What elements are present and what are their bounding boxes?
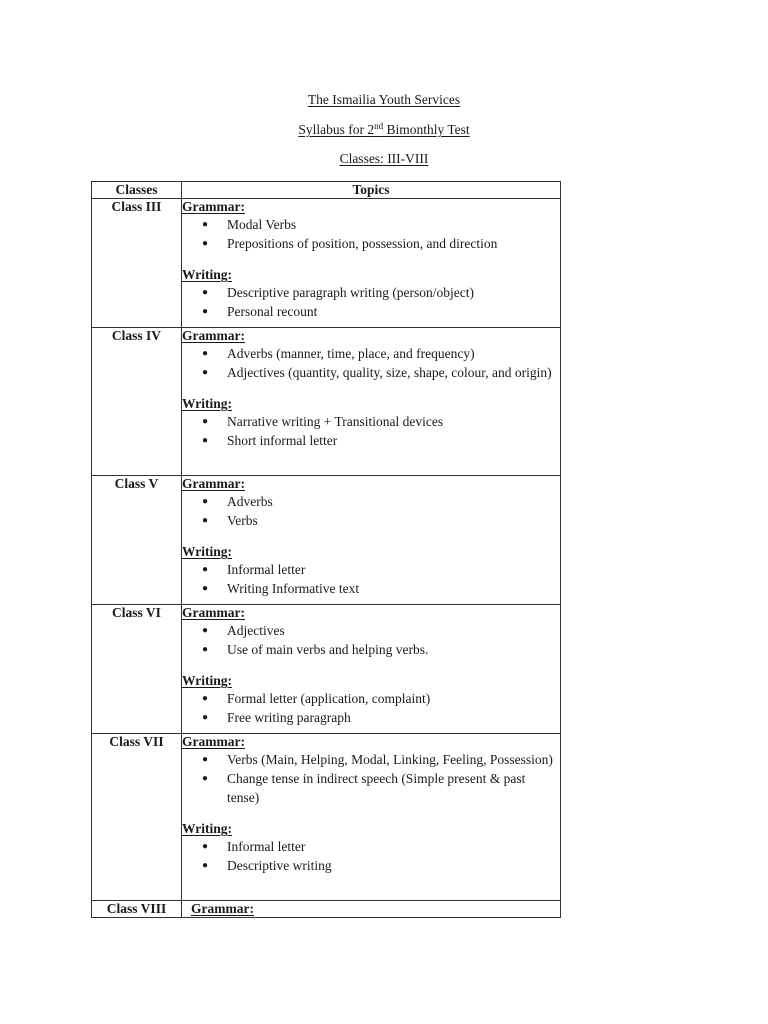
grammar-label: Grammar: [182, 734, 245, 749]
bullet-icon: ● [202, 564, 209, 575]
topics-cell [182, 476, 561, 605]
bullet-icon: ● [202, 306, 209, 317]
list-item-text: Formal letter (application, complaint) [227, 691, 431, 706]
list-item-text: Verbs [227, 513, 258, 528]
topics-cell [182, 901, 561, 918]
bullet-icon: ● [202, 712, 209, 723]
table-row [92, 901, 561, 918]
list-item-text: Personal recount [227, 304, 318, 319]
list-item-text: Change tense in indirect speech (Simple present & past tense) [227, 771, 526, 805]
bullet-icon: ● [202, 367, 209, 378]
writing-list [182, 283, 560, 321]
grammar-label: Grammar: [182, 328, 245, 343]
list-item-text: Narrative writing + Transitional devices [227, 414, 444, 429]
list-item-text: Adjectives [227, 623, 285, 638]
list-item [182, 234, 560, 253]
list-item [182, 837, 560, 856]
topics-cell [182, 328, 561, 476]
bullet-icon: ● [202, 693, 209, 704]
list-item [182, 750, 560, 769]
list-item [182, 560, 560, 579]
bullet-icon: ● [202, 773, 209, 784]
writing-label: Writing: [182, 396, 232, 411]
list-item [182, 708, 560, 727]
list-item-text: Modal Verbs [227, 217, 297, 232]
bullet-icon: ● [202, 496, 209, 507]
syllabus-heading [0, 122, 768, 138]
list-item [182, 412, 560, 431]
bullet-icon: ● [202, 416, 209, 427]
list-item-text: Adjectives (quantity, quality, size, shape, colour, and origin) [227, 365, 552, 380]
grammar-list [182, 492, 560, 530]
list-item-text: Descriptive writing [227, 858, 332, 873]
list-item-text: Use of main verbs and helping verbs. [227, 642, 429, 657]
writing-list [182, 412, 560, 450]
topics-cell [182, 199, 561, 328]
list-item-text: Writing Informative text [227, 581, 360, 596]
writing-label: Writing: [182, 544, 232, 559]
bullet-icon: ● [202, 754, 209, 765]
bullet-icon: ● [202, 644, 209, 655]
list-item [182, 689, 560, 708]
table-row [92, 734, 561, 901]
list-item [182, 215, 560, 234]
list-item-text: Informal letter [227, 839, 306, 854]
grammar-label: Grammar: [182, 476, 245, 491]
document-title: The Ismailia Youth Services [307, 92, 461, 107]
list-item [182, 431, 560, 450]
list-item [182, 856, 560, 875]
column-header-topics: Topics [182, 182, 561, 199]
list-item [182, 492, 560, 511]
list-item [182, 640, 560, 659]
bullet-icon: ● [202, 435, 209, 446]
bullet-icon: ● [202, 219, 209, 230]
table-row [92, 476, 561, 605]
grammar-list [182, 344, 560, 382]
class-name: Class VI [92, 605, 182, 734]
list-item-text: Adverbs (manner, time, place, and frequency) [227, 346, 475, 361]
writing-label: Writing: [182, 821, 232, 836]
grammar-list [182, 750, 560, 807]
list-item-text: Informal letter [227, 562, 306, 577]
list-item [182, 302, 560, 321]
class-name: Class III [92, 199, 182, 328]
grammar-label: Grammar: [182, 605, 245, 620]
writing-list [182, 837, 560, 875]
list-item-text: Free writing paragraph [227, 710, 351, 725]
bullet-icon: ● [202, 583, 209, 594]
writing-list [182, 560, 560, 598]
ordinal-suffix: nd [374, 121, 384, 131]
list-item-text: Prepositions of position, possession, and direction [227, 236, 498, 251]
class-name: Class VIII [92, 901, 182, 918]
grammar-label: Grammar: [191, 901, 254, 916]
list-item [182, 769, 560, 807]
table-header-row [92, 182, 561, 199]
class-name: Class V [92, 476, 182, 605]
list-item [182, 344, 560, 363]
list-item [182, 579, 560, 598]
table-row [92, 328, 561, 476]
list-item [182, 511, 560, 530]
grammar-list [182, 621, 560, 659]
table-row [92, 199, 561, 328]
writing-label: Writing: [182, 267, 232, 282]
grammar-list [182, 215, 560, 253]
bullet-icon: ● [202, 860, 209, 871]
topics-cell [182, 605, 561, 734]
list-item-text: Descriptive paragraph writing (person/object) [227, 285, 475, 300]
bullet-icon: ● [202, 841, 209, 852]
grammar-label: Grammar: [182, 199, 245, 214]
table-row [92, 605, 561, 734]
class-name: Class IV [92, 328, 182, 476]
list-item [182, 283, 560, 302]
topics-cell [182, 734, 561, 901]
list-item-text: Verbs (Main, Helping, Modal, Linking, Feeling, Possession) [227, 752, 553, 767]
class-name: Class VII [92, 734, 182, 901]
bullet-icon: ● [202, 348, 209, 359]
list-item-text: Adverbs [227, 494, 273, 509]
writing-label: Writing: [182, 673, 232, 688]
bullet-icon: ● [202, 287, 209, 298]
syllabus-heading-prefix: Syllabus for 2 [298, 122, 375, 137]
list-item [182, 363, 560, 382]
column-header-classes: Classes [92, 182, 182, 199]
classes-range: Classes: III-VIII [339, 151, 429, 166]
syllabus-heading-suffix: Bimonthly Test [383, 122, 470, 137]
list-item-text: Short informal letter [227, 433, 338, 448]
bullet-icon: ● [202, 238, 209, 249]
bullet-icon: ● [202, 515, 209, 526]
writing-list [182, 689, 560, 727]
bullet-icon: ● [202, 625, 209, 636]
syllabus-table [91, 181, 561, 918]
list-item [182, 621, 560, 640]
